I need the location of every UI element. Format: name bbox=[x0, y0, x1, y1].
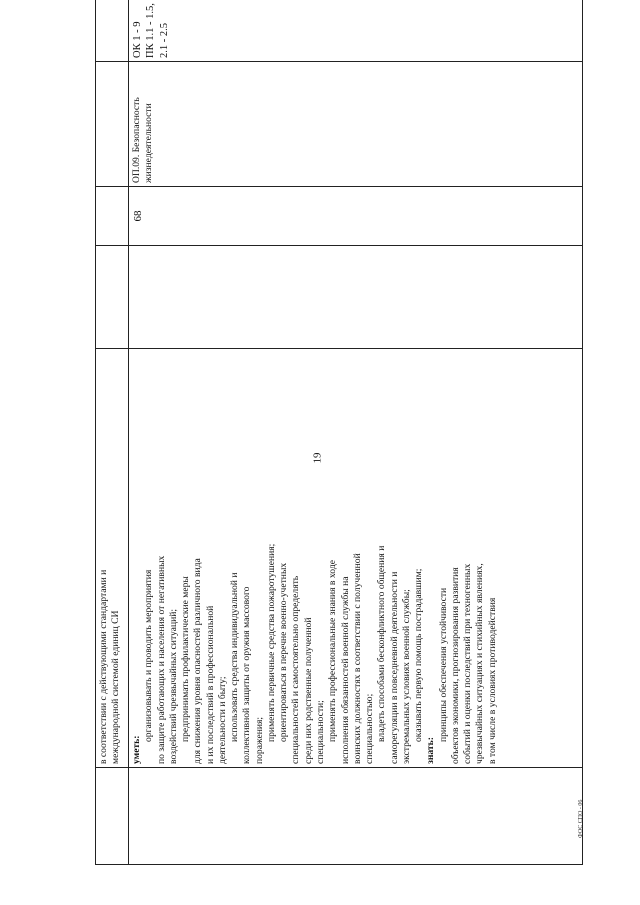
footer-code: ФОС СПО - 06 bbox=[578, 799, 584, 838]
skill-line: организовывать и проводить мероприятия bbox=[143, 569, 155, 742]
table-row bbox=[129, 0, 583, 865]
knowledge-line: принципы обеспечения устойчивости bbox=[437, 587, 449, 742]
table-cell bbox=[96, 62, 129, 187]
hours-cell: 68 bbox=[129, 187, 583, 246]
knowledge-line: объектов экономики, прогнозирования развития bbox=[449, 567, 461, 764]
table-cell bbox=[96, 187, 129, 246]
table-cell bbox=[96, 768, 129, 865]
knowledge-line: событий и оценки последствий при техногенных bbox=[462, 563, 474, 764]
competency-table bbox=[95, 0, 583, 865]
competency-line: ПК 1.1 - 1.5, bbox=[145, 3, 157, 58]
skill-line: для снижения уровня опасностей различного вида bbox=[192, 558, 204, 764]
page-number: 19 bbox=[311, 452, 324, 464]
competency-line: ОК 1 - 9 bbox=[132, 21, 143, 58]
knowledge-heading: знать: bbox=[425, 737, 437, 764]
skill-line: применять первичные средства пожаротушения; bbox=[265, 543, 277, 742]
skill-line: оказывать первую помощь пострадавшим; bbox=[413, 568, 425, 742]
skill-line: предпринимать профилактические меры bbox=[180, 576, 192, 742]
text-line: международной системой единиц СИ bbox=[110, 610, 122, 764]
skill-line: воздействий чрезвычайных ситуаций; bbox=[167, 608, 179, 764]
skill-line: деятельности и быту; bbox=[216, 676, 228, 764]
knowledge-line: чрезвычайных ситуациях и стихийных явлениях, bbox=[474, 563, 486, 764]
skill-line: специальностей и самостоятельно определять bbox=[290, 575, 302, 764]
table-cell bbox=[129, 768, 583, 865]
table-cell bbox=[96, 246, 129, 349]
skill-line: и их последствий в профессиональной bbox=[204, 605, 216, 764]
competencies-cell bbox=[129, 0, 583, 62]
table-row bbox=[96, 0, 129, 865]
skill-line: среди них родственные полученной bbox=[302, 617, 314, 764]
skills-heading: уметь: bbox=[131, 735, 142, 764]
skill-line: применять профессиональные знания в ходе bbox=[327, 560, 339, 742]
skills-knowledge-cell bbox=[129, 349, 583, 768]
competency-line: 2.1 - 2.5 bbox=[158, 23, 170, 58]
table-cell bbox=[129, 246, 583, 349]
skill-line: экстремальных условиях военной службы; bbox=[400, 589, 412, 764]
skill-line: по защите работающих и населения от негативных bbox=[155, 555, 167, 764]
skill-line: коллективной защиты от оружия массового bbox=[241, 586, 253, 764]
table-cell bbox=[96, 0, 129, 62]
skill-line: поражения; bbox=[253, 716, 265, 764]
skill-line: воинских должностях в соответствии с полученной bbox=[351, 553, 363, 764]
skill-line: использовать средства индивидуальной и bbox=[229, 572, 241, 742]
skill-line: ориентироваться в перечне военно-учетных bbox=[278, 562, 290, 742]
rotated-table-page bbox=[95, 3, 583, 865]
skill-line: владеть способами бесконфликтного общения и bbox=[376, 545, 388, 742]
table-cell-description bbox=[96, 349, 129, 768]
skill-line: специальностью; bbox=[364, 693, 376, 764]
skill-line: исполнения обязанностей военной службы на bbox=[339, 576, 351, 764]
text-line: в соответствии с действующими стандартами и bbox=[98, 569, 109, 764]
skill-line: специальности; bbox=[314, 700, 326, 764]
knowledge-line: в том числе в условиях противодействия bbox=[486, 597, 498, 764]
discipline-cell: ОП.09. Безопасность жизнедеятельности bbox=[129, 62, 583, 187]
skill-line: саморегуляции в повседневной деятельности и bbox=[388, 571, 400, 764]
